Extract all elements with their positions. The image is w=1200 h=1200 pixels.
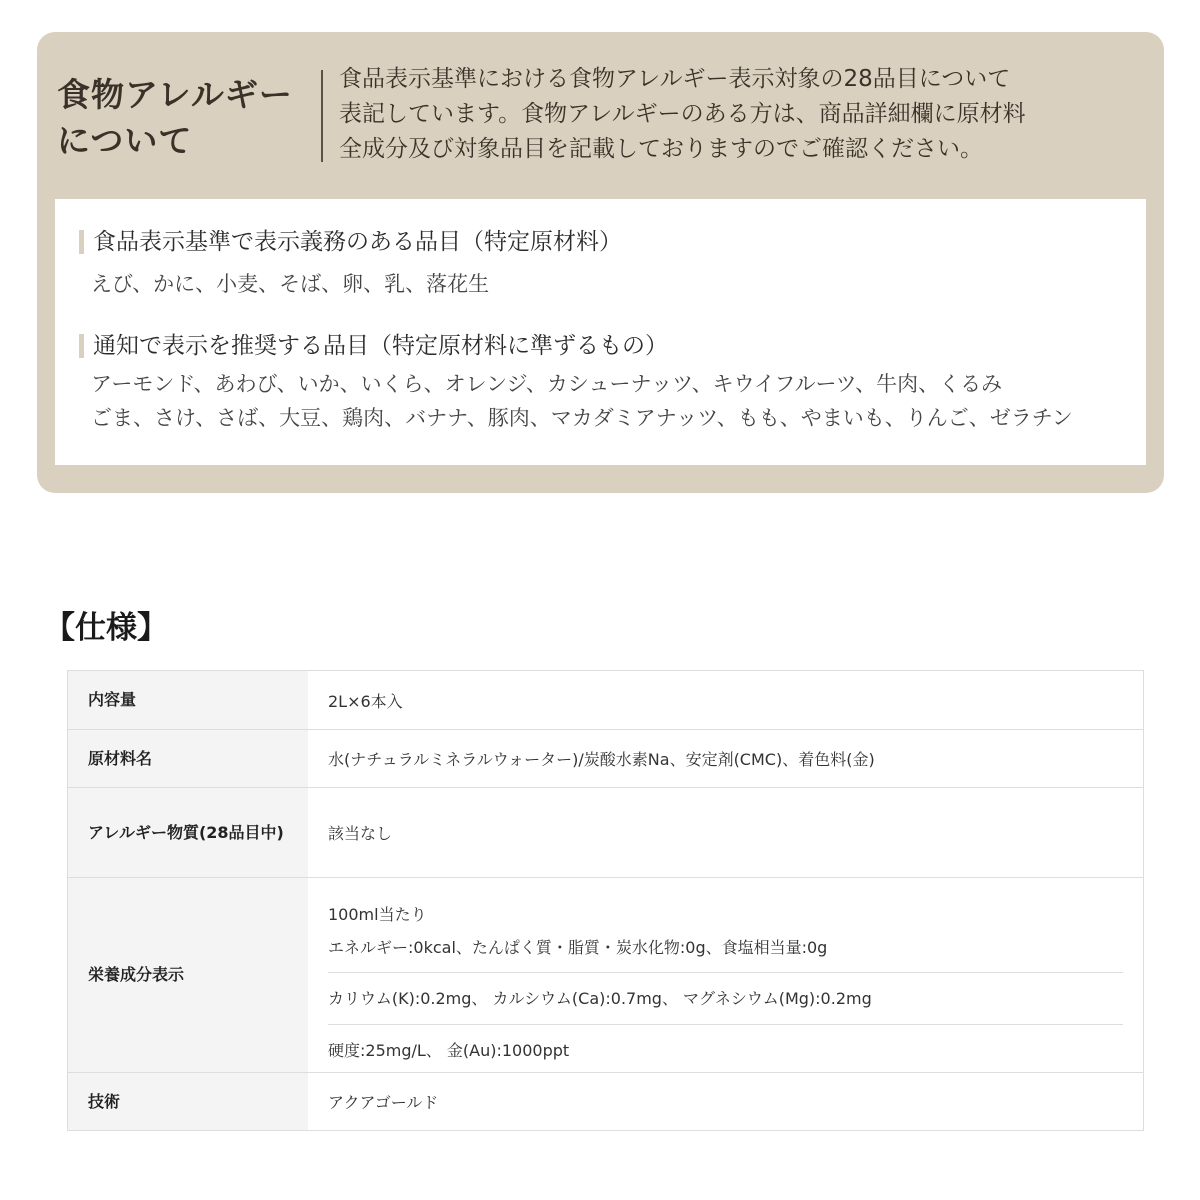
spec-row-nutrition <box>68 877 1143 1072</box>
nutrition-line: 硬度:25mg/L、 金(Au):1000ppt <box>328 1040 570 1060</box>
spec-table <box>67 670 1144 1131</box>
nutrition-block-basic <box>328 898 1123 973</box>
spec-label: 内容量 <box>68 671 308 729</box>
nutrition-block-minerals <box>328 973 1123 1025</box>
nutrition-line: エネルギー:0kcal、たんぱく質・脂質・炭水化物:0g、食塩相当量:0g <box>328 937 828 957</box>
allergy-intro-text: 食品表示基準における食物アレルギー表示対象の28品目について 表記しています。食物アレルギーのある方は、商品詳細欄に原材料 全成分及び対象品目を記載しておりますのでご確認ください。 <box>339 66 1026 162</box>
allergy-heading: 食物アレルギー について <box>57 75 293 160</box>
spec-row-content <box>68 671 1143 729</box>
spec-label: 栄養成分表示 <box>68 878 308 1072</box>
spec-row-allergens <box>68 787 1143 877</box>
heading-divider <box>321 70 323 162</box>
spec-value: 水(ナチュラルミネラルウォーター)/炭酸水素Na、安定剤(CMC)、着色料(金) <box>328 750 875 769</box>
spec-value: 2L×6本入 <box>328 691 403 711</box>
nutrition-line: 100ml当たり <box>328 904 427 924</box>
spec-row-ingredients <box>68 729 1143 787</box>
mandatory-items-title: 食品表示基準で表示義務のある品目（特定原材料） <box>79 227 622 257</box>
nutrition-values <box>308 878 1143 1072</box>
mandatory-items-list: えび、かに、小麦、そば、卵、乳、落花生 <box>91 272 490 296</box>
spec-heading: 【仕様】 <box>44 610 168 646</box>
recommended-items-title: 通知で表示を推奨する品目（特定原材料に準ずるもの） <box>79 331 668 361</box>
spec-label: アレルギー物質(28品目中) <box>68 788 308 877</box>
allergen-list-card <box>55 199 1146 465</box>
recommended-items-list: アーモンド、あわび、いか、いくら、オレンジ、カシューナッツ、キウイフルーツ、牛肉、くるみ ごま、さけ、さば、大豆、鶏肉、バナナ、豚肉、マカダミアナッツ、もも、やまいも、りんご、ゼラチン <box>91 372 1073 430</box>
nutrition-list <box>308 884 1143 1067</box>
nutrition-line: カリウム(K):0.2mg、 カルシウム(Ca):0.7mg、 マグネシウム(Mg):0.2mg <box>328 988 872 1008</box>
spec-row-technology <box>68 1072 1143 1130</box>
spec-value: 該当なし <box>328 824 393 843</box>
spec-value: アクアゴールド <box>328 1093 439 1112</box>
allergy-panel <box>37 32 1164 493</box>
spec-label: 技術 <box>68 1073 308 1130</box>
nutrition-block-hardness <box>328 1025 1123 1067</box>
spec-label: 原材料名 <box>68 730 308 787</box>
